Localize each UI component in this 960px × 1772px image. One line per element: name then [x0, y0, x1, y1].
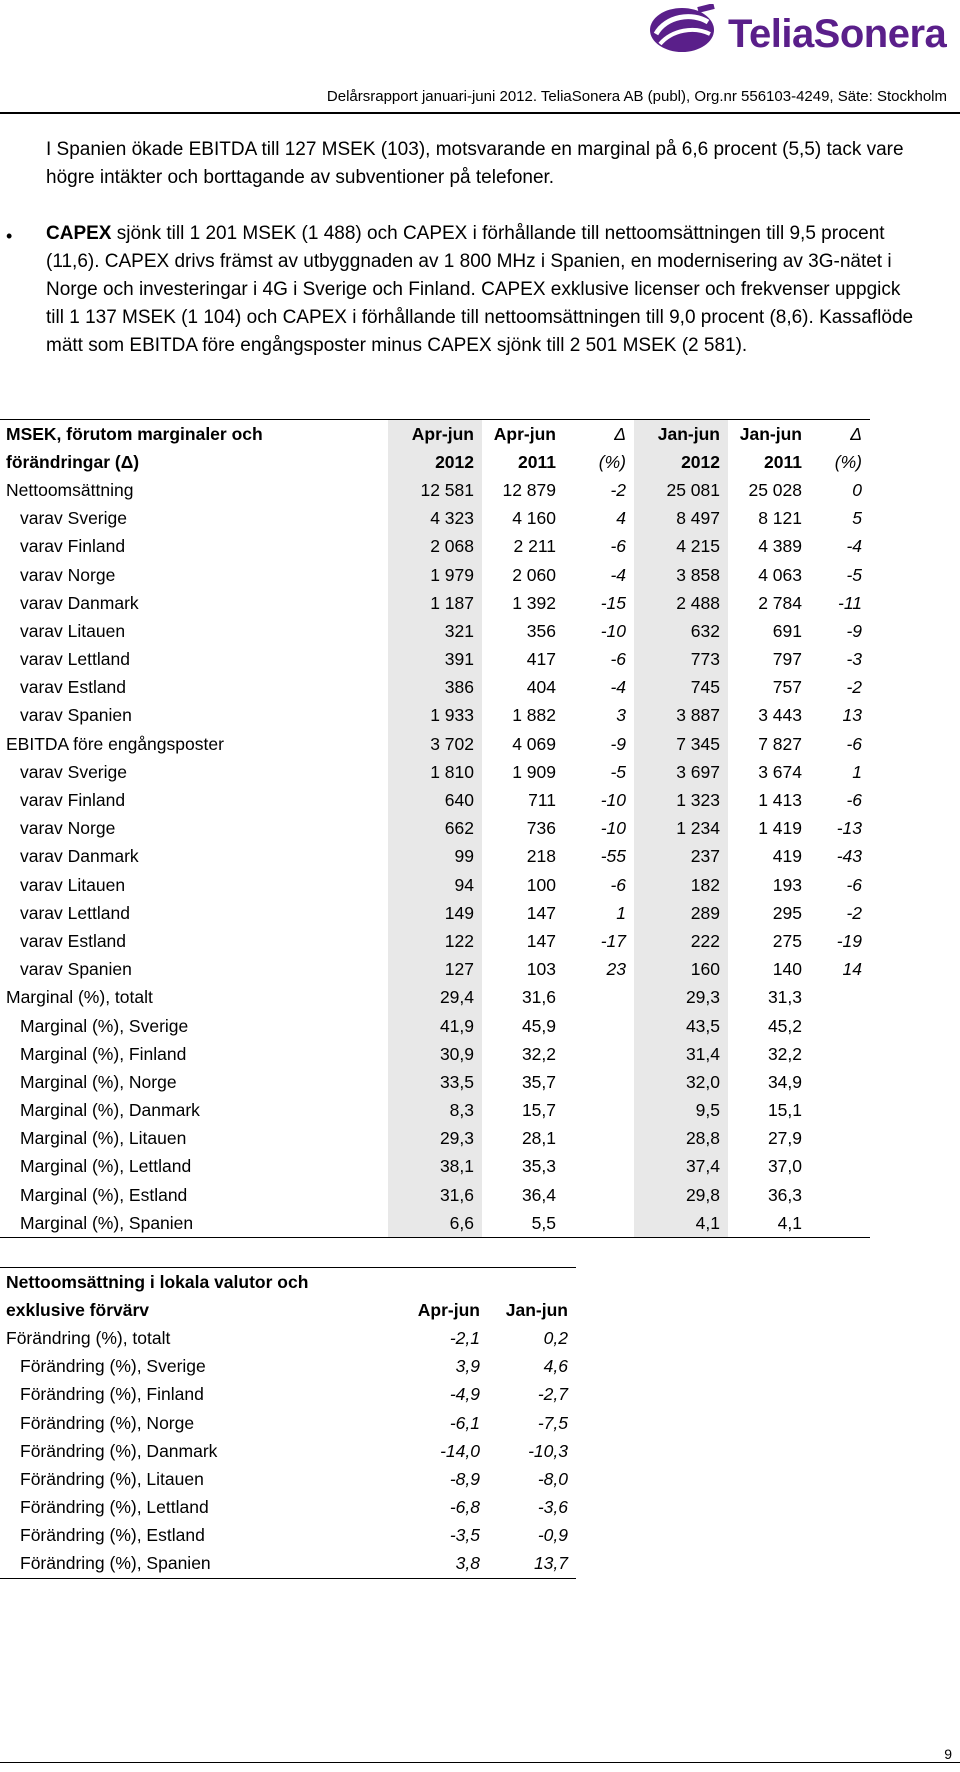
table-row [0, 1550, 576, 1579]
table-cell: 275 [772, 930, 802, 951]
table-cell: 29,4 [388, 984, 482, 1012]
table-cell: 3 [616, 705, 626, 726]
column-header: Jan-jun [505, 1299, 568, 1320]
table-row [0, 1068, 870, 1096]
table-cell: 1 909 [512, 761, 556, 782]
table-cell: 391 [388, 646, 482, 674]
column-header: (%) [598, 451, 626, 472]
table-row [0, 956, 870, 984]
row-label: Marginal (%), Litauen [20, 1128, 187, 1149]
table-cell: -2,7 [537, 1384, 568, 1405]
table-cell: 4 063 [758, 564, 802, 585]
table-cell: 222 [634, 927, 728, 955]
table-cell: 32,2 [521, 1043, 556, 1064]
page-number: 9 [944, 1746, 952, 1762]
table-cell: 1 933 [388, 702, 482, 730]
row-label: Förändring (%), Sverige [20, 1356, 206, 1377]
row-label: Marginal (%), Spanien [20, 1212, 194, 1233]
table-cell: 34,9 [767, 1071, 802, 1092]
table-row [0, 927, 870, 955]
table-cell: 31,3 [767, 987, 802, 1008]
table-cell [564, 1012, 634, 1040]
table-cell: 147 [526, 902, 556, 923]
table-cell: 100 [526, 874, 556, 895]
column-header: (%) [834, 451, 862, 472]
table-cell: 8 497 [634, 505, 728, 533]
table-cell: -19 [836, 930, 862, 951]
table-cell: 32,2 [767, 1043, 802, 1064]
row-label: varav Litauen [20, 874, 126, 895]
row-label: Marginal (%), Norge [20, 1071, 177, 1092]
table-row [0, 1437, 576, 1465]
table-cell: -5 [610, 761, 626, 782]
table-cell: 662 [388, 815, 482, 843]
table-cell: 27,9 [767, 1128, 802, 1149]
table-cell: 193 [772, 874, 802, 895]
table-cell [564, 1209, 634, 1238]
table-cell: -0,9 [537, 1525, 568, 1546]
column-header: 2012 [634, 448, 728, 476]
header-label: MSEK, förutom marginaler och [6, 423, 263, 444]
table-row [0, 786, 870, 814]
row-label: varav Finland [20, 790, 126, 811]
table-cell: 31,6 [521, 987, 556, 1008]
header-label: förändringar (Δ) [6, 451, 140, 472]
table-cell: 12 581 [388, 476, 482, 504]
table-header-row [0, 1296, 576, 1324]
table-cell: 4,1 [777, 1212, 802, 1233]
row-label: varav Finland [20, 536, 126, 557]
column-header: Apr-jun [388, 420, 482, 449]
table-row [0, 589, 870, 617]
table-row [0, 730, 870, 758]
row-label: Förändring (%), Estland [20, 1525, 205, 1546]
table-row [0, 476, 870, 504]
table-header-row [0, 448, 870, 476]
row-label: Marginal (%), Sverige [20, 1015, 189, 1036]
column-header: Δ [614, 423, 626, 444]
table-cell [564, 1040, 634, 1068]
table-cell: 3,8 [455, 1553, 480, 1574]
table-cell: 13,7 [533, 1553, 568, 1574]
table-cell: -15 [600, 592, 626, 613]
table-cell: 0,2 [543, 1327, 568, 1348]
table-cell: 632 [634, 617, 728, 645]
table-cell: 28,1 [521, 1128, 556, 1149]
table-cell: 31,6 [388, 1181, 482, 1209]
table-row [0, 1522, 576, 1550]
table-cell: 745 [634, 674, 728, 702]
table-row [0, 533, 870, 561]
row-label: EBITDA före engångsposter [6, 733, 224, 754]
table-cell: 33,5 [388, 1068, 482, 1096]
table-cell: 35,7 [521, 1071, 556, 1092]
table-cell: 41,9 [388, 1012, 482, 1040]
table-cell [564, 1097, 634, 1125]
column-header: 2012 [388, 448, 482, 476]
row-label: Marginal (%), Estland [20, 1184, 188, 1205]
table-cell: 1 810 [388, 758, 482, 786]
table-row [0, 674, 870, 702]
row-label: varav Litauen [20, 620, 126, 641]
table-cell: 6,6 [388, 1209, 482, 1238]
table-cell: 99 [388, 843, 482, 871]
table-cell: 1 323 [634, 786, 728, 814]
table-cell: 2 784 [758, 592, 802, 613]
table-cell [564, 1068, 634, 1096]
table-cell: -6 [846, 733, 862, 754]
table-cell: 4,6 [543, 1356, 568, 1377]
table-cell: 640 [388, 786, 482, 814]
table-cell: 25 081 [634, 476, 728, 504]
table-cell: -10 [600, 620, 626, 641]
table-cell: 797 [772, 649, 802, 670]
table-cell: 3 858 [634, 561, 728, 589]
table-cell [810, 984, 870, 1012]
teliasonera-logo-icon [642, 4, 722, 60]
table-cell: 757 [772, 677, 802, 698]
table-cell: 32,0 [634, 1068, 728, 1096]
table-cell: 3 443 [758, 705, 802, 726]
table-cell: 419 [772, 846, 802, 867]
table-cell: 5 [852, 508, 862, 529]
table-cell: 103 [526, 959, 556, 980]
table-cell: 37,4 [634, 1153, 728, 1181]
table-cell: -11 [838, 592, 862, 613]
table-row [0, 1465, 576, 1493]
table-cell: -2 [846, 677, 862, 698]
header-label: Nettoomsättning i lokala valutor och [6, 1271, 309, 1292]
table-cell: 289 [634, 899, 728, 927]
table-cell: 94 [388, 871, 482, 899]
row-label: varav Estland [20, 677, 127, 698]
table-cell: -8,9 [449, 1468, 480, 1489]
table-cell [564, 1153, 634, 1181]
table-cell: 45,2 [767, 1015, 802, 1036]
table-cell: -9 [610, 733, 626, 754]
table-cell: 4 069 [512, 733, 556, 754]
table-row [0, 1040, 870, 1068]
table-cell: 4,1 [634, 1209, 728, 1238]
table-cell: 7 827 [758, 733, 802, 754]
row-label: varav Estland [20, 930, 127, 951]
table-cell [564, 984, 634, 1012]
table-cell: 7 345 [634, 730, 728, 758]
table-cell: 1 882 [512, 705, 556, 726]
table-cell: 4 389 [758, 536, 802, 557]
table-cell: -43 [836, 846, 862, 867]
table-row [0, 1324, 576, 1352]
table-row [0, 617, 870, 645]
table-row [0, 505, 870, 533]
table-cell: 417 [526, 649, 556, 670]
column-header [488, 1268, 576, 1297]
column-header: Jan-jun [634, 420, 728, 449]
table-cell: -17 [600, 930, 626, 951]
table-cell: -10 [600, 818, 626, 839]
table-cell: 29,3 [388, 1125, 482, 1153]
table-cell: -55 [600, 846, 626, 867]
row-label: varav Norge [20, 818, 116, 839]
table-cell: 736 [526, 818, 556, 839]
table-cell: -6 [610, 536, 626, 557]
table-cell: 8,3 [388, 1097, 482, 1125]
table-cell: 14 [842, 959, 862, 980]
table-cell: 5,5 [531, 1212, 556, 1233]
row-label: Marginal (%), Finland [20, 1043, 187, 1064]
table-cell: 2 488 [634, 589, 728, 617]
table-cell: -2,1 [449, 1327, 480, 1348]
row-label: varav Lettland [20, 902, 130, 923]
table-row [0, 1209, 870, 1238]
table-cell: 127 [388, 956, 482, 984]
table-cell: 2 068 [388, 533, 482, 561]
row-label: Förändring (%), Finland [20, 1384, 204, 1405]
row-label: Marginal (%), Danmark [20, 1100, 200, 1121]
table-cell: 4 160 [512, 508, 556, 529]
table-cell: 1 392 [512, 592, 556, 613]
table-cell: 4 [616, 508, 626, 529]
table-cell: 1 979 [388, 561, 482, 589]
header-divider [0, 112, 960, 114]
column-header: Jan-jun [739, 423, 802, 444]
table-row [0, 1353, 576, 1381]
header-label: exklusive förvärv [6, 1299, 150, 1320]
table-row [0, 1012, 870, 1040]
table-cell: -2 [846, 902, 862, 923]
table-cell: -6 [846, 790, 862, 811]
row-label: Förändring (%), Lettland [20, 1497, 209, 1518]
table-row [0, 702, 870, 730]
table-cell: 38,1 [388, 1153, 482, 1181]
table-cell: -13 [836, 818, 862, 839]
table-cell: 295 [772, 902, 802, 923]
table-cell: -4 [610, 564, 626, 585]
table-cell [810, 1068, 870, 1096]
table-cell: -2 [610, 479, 626, 500]
table-row [0, 1409, 576, 1437]
row-label: Förändring (%), totalt [6, 1327, 171, 1348]
table-row [0, 561, 870, 589]
table-cell: 147 [526, 930, 556, 951]
table-cell: -3,6 [537, 1497, 568, 1518]
table-cell: 4 323 [388, 505, 482, 533]
table-cell: -3,5 [449, 1525, 480, 1546]
footer-divider [0, 1762, 960, 1763]
table-cell [564, 1125, 634, 1153]
table-cell [810, 1181, 870, 1209]
table-cell [810, 1097, 870, 1125]
paragraph-spain-ebitda: I Spanien ökade EBITDA till 127 MSEK (103), motsvarande en marginal på 6,6 procent (5,5) tack vare högre intäkter och borttagande av subventioner på telefoner. [46, 139, 904, 188]
table-cell: 35,3 [521, 1156, 556, 1177]
table-cell: 122 [388, 927, 482, 955]
table-cell: 1 234 [634, 815, 728, 843]
table-cell: 1 419 [758, 818, 802, 839]
table-cell: 773 [634, 646, 728, 674]
table-cell: 23 [606, 959, 626, 980]
table-cell: -9 [846, 620, 862, 641]
row-label: varav Spanien [20, 705, 132, 726]
table-cell [810, 1125, 870, 1153]
row-label: varav Sverige [20, 508, 127, 529]
table-cell: 1 413 [758, 790, 802, 811]
table-cell: -6 [610, 649, 626, 670]
table-cell: 29,3 [634, 984, 728, 1012]
table-header-row [0, 1268, 576, 1297]
table-cell [564, 1181, 634, 1209]
table-cell: 30,9 [388, 1040, 482, 1068]
table-cell: -10 [600, 790, 626, 811]
table-row [0, 815, 870, 843]
table-cell [810, 1209, 870, 1238]
bullet-point: • [6, 226, 13, 246]
column-header: 2011 [518, 451, 556, 472]
table-cell [810, 1012, 870, 1040]
row-label: varav Sverige [20, 761, 127, 782]
table-cell: 1 [852, 761, 862, 782]
table-cell: -6 [846, 874, 862, 895]
row-label: Förändring (%), Litauen [20, 1468, 204, 1489]
table-cell: 12 879 [502, 479, 556, 500]
table-cell: 1 187 [388, 589, 482, 617]
table-cell: 31,4 [634, 1040, 728, 1068]
row-label: Förändring (%), Danmark [20, 1440, 218, 1461]
table-cell: -4 [846, 536, 862, 557]
row-label: Förändring (%), Spanien [20, 1553, 211, 1574]
table-cell: 356 [526, 620, 556, 641]
table-cell: -6 [610, 874, 626, 895]
table-cell: 218 [526, 846, 556, 867]
table-cell: 160 [634, 956, 728, 984]
row-label: varav Danmark [20, 592, 139, 613]
table-cell: 3,9 [455, 1356, 480, 1377]
table-cell: 25 028 [748, 479, 802, 500]
table-cell: 182 [634, 871, 728, 899]
table-cell: 29,8 [634, 1181, 728, 1209]
table-cell: 1 [616, 902, 626, 923]
row-label: varav Norge [20, 564, 116, 585]
table-cell: -4 [610, 677, 626, 698]
capex-bold-term: CAPEX [46, 223, 112, 244]
table-row [0, 899, 870, 927]
table-cell: 9,5 [634, 1097, 728, 1125]
column-header: Apr-jun [493, 423, 556, 444]
table-cell [810, 1040, 870, 1068]
table-cell: 3 697 [634, 758, 728, 786]
table-cell: -4,9 [449, 1384, 480, 1405]
table-cell: 3 702 [388, 730, 482, 758]
report-header-line: Delårsrapport januari-juni 2012. TeliaSonera AB (publ), Org.nr 556103-4249, Säte: Stockholm [326, 88, 947, 105]
table-cell: 15,7 [521, 1100, 556, 1121]
table-cell: 2 060 [512, 564, 556, 585]
row-label: Marginal (%), Lettland [20, 1156, 192, 1177]
table-cell: 3 887 [634, 702, 728, 730]
table-row [0, 984, 870, 1012]
column-header [400, 1268, 488, 1297]
table-cell: 0 [852, 479, 862, 500]
table-cell: 321 [388, 617, 482, 645]
table-cell: 4 215 [634, 533, 728, 561]
table-cell: 140 [772, 959, 802, 980]
teliasonera-logo [640, 0, 960, 64]
row-label: varav Lettland [20, 649, 130, 670]
table-row [0, 871, 870, 899]
table-row [0, 1097, 870, 1125]
table-cell: -5 [846, 564, 862, 585]
table-cell: 45,9 [521, 1015, 556, 1036]
table-cell: 2 211 [513, 536, 556, 557]
table-cell: 36,3 [767, 1184, 802, 1205]
table-cell: 37,0 [767, 1156, 802, 1177]
table-cell: 15,1 [767, 1100, 802, 1121]
table-cell: -7,5 [537, 1412, 568, 1433]
table-cell: 711 [528, 790, 556, 811]
table-row [0, 1494, 576, 1522]
table-cell: -6,8 [449, 1497, 480, 1518]
table-row [0, 1153, 870, 1181]
row-label: Nettoomsättning [6, 479, 134, 500]
row-label: Marginal (%), totalt [6, 987, 153, 1008]
table-cell: -10,3 [528, 1440, 568, 1461]
paragraph-capex [46, 220, 916, 360]
table-cell: 237 [634, 843, 728, 871]
table-row [0, 1181, 870, 1209]
table-cell: 386 [388, 674, 482, 702]
table-row [0, 843, 870, 871]
table-cell: -14,0 [440, 1440, 480, 1461]
table-cell: 404 [526, 677, 556, 698]
logo-text: TeliaSonera [728, 12, 947, 56]
table-header-row [0, 420, 870, 449]
table-cell: -3 [846, 649, 862, 670]
table-row [0, 1381, 576, 1409]
column-header: Apr-jun [417, 1299, 480, 1320]
table-row [0, 758, 870, 786]
column-header: Δ [850, 423, 862, 444]
table-cell: 3 674 [758, 761, 802, 782]
row-label: Förändring (%), Norge [20, 1412, 195, 1433]
row-label: varav Danmark [20, 846, 139, 867]
column-header: 2011 [764, 451, 802, 472]
table-cell: 13 [842, 705, 862, 726]
table-cell: 28,8 [634, 1125, 728, 1153]
table-cell [810, 1153, 870, 1181]
table-cell: 691 [772, 620, 802, 641]
financial-table [0, 419, 870, 1238]
capex-text: sjönk till 1 201 MSEK (1 488) och CAPEX i förhållande till nettoomsättningen till 9,5 procent (11,6). CAPEX drivs främst av utbyggnaden av 1 800 MHz i Spanien, en modernisering av 3G-nätet i Norge och investeringar i 4G i Sverige och Finland. CAPEX exklusive licenser och frekvenser uppgick till 1 137 MSEK (1 104) och CAPEX i förhållande till nettoomsättningen till 9,0 procent (8,6). Kassaflöde mätt som EBITDA före engångsposter minus CAPEX sjönk till 2 501 MSEK (2 581). [46, 223, 914, 356]
table-cell: 149 [388, 899, 482, 927]
row-label: varav Spanien [20, 959, 132, 980]
table-cell: 8 121 [758, 508, 802, 529]
table-row [0, 646, 870, 674]
table-cell: 43,5 [634, 1012, 728, 1040]
table-row [0, 1125, 870, 1153]
table-cell: -8,0 [537, 1468, 568, 1489]
table-cell: 36,4 [521, 1184, 556, 1205]
table-cell: -6,1 [449, 1412, 480, 1433]
local-currency-table [0, 1267, 576, 1579]
